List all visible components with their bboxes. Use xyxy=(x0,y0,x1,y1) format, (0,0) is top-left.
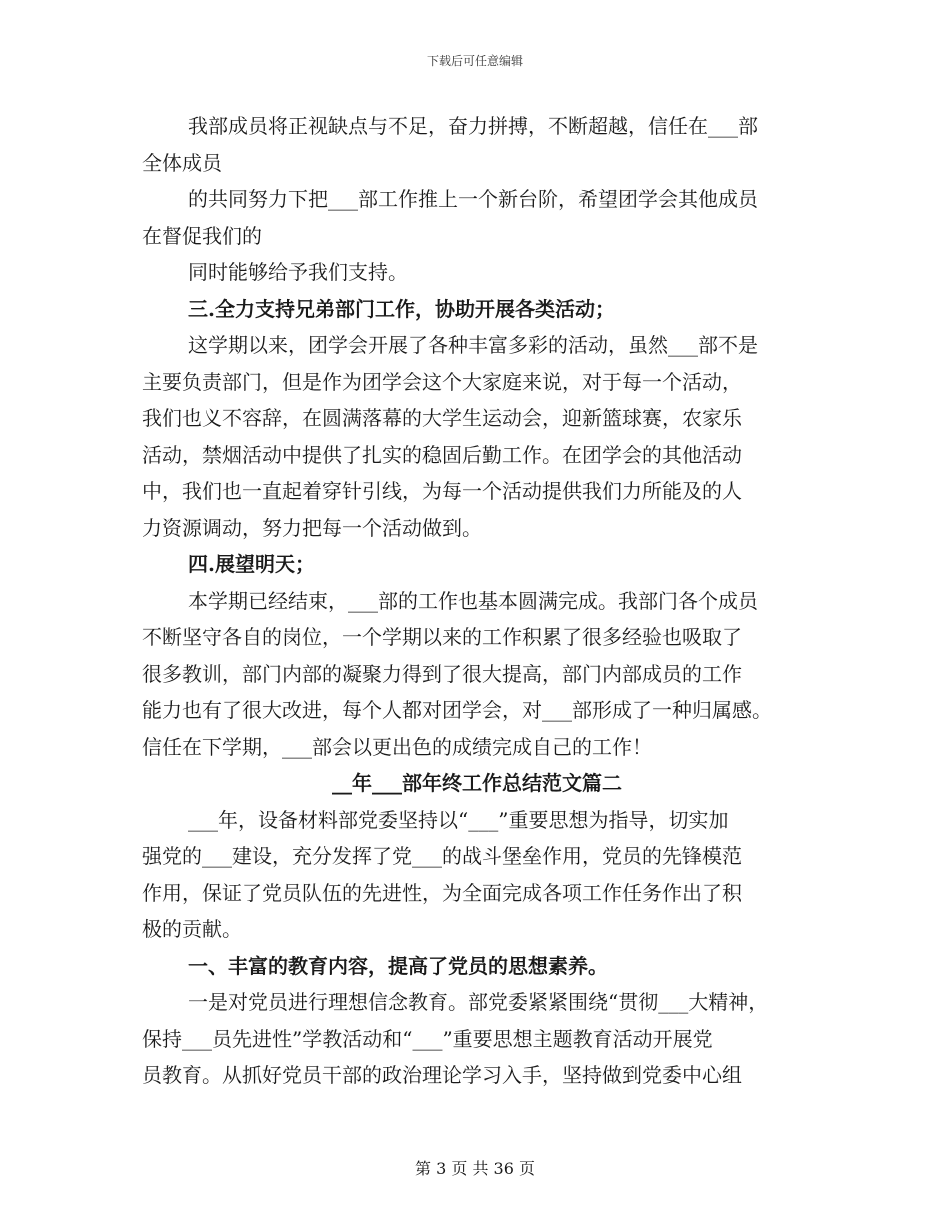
paragraph-line: 我部成员将正视缺点与不足，奋力拼搏，不断超越，信任在___部 xyxy=(188,114,758,138)
paragraph-line: 本学期已经结束，___部的工作也基本圆满完成。我部门各个成员 xyxy=(188,588,758,613)
paragraph-line: 作用，保证了党员队伍的先进性，为全面完成各项工作任务作出了积 xyxy=(142,880,742,905)
paragraph-line: 中，我们也一直起着穿针引线，为每一个活动提供我们力所能及的人 xyxy=(142,479,742,503)
paragraph-line: 全体成员 xyxy=(142,150,222,175)
paragraph-line: 我们也义不容辞，在圆满落幕的大学生运动会，迎新篮球赛，农家乐 xyxy=(142,406,742,430)
paragraph-line: 一是对党员进行理想信念教育。部党委紧紧围绕“贯彻___大精神， xyxy=(188,990,769,1014)
section-heading: 三.全力支持兄弟部门工作，协助开展各类活动； xyxy=(188,296,615,321)
paragraph-line: 在督促我们的 xyxy=(142,223,262,248)
document-title: __年___部年终工作总结范文篇二 xyxy=(332,771,622,795)
paragraph-line: 主要负责部门，但是作为团学会这个大家庭来说，对于每一个活动， xyxy=(142,369,742,394)
paragraph-line: 活动，禁烟活动中提供了扎实的稳固后勤工作。在团学会的其他活动 xyxy=(142,442,742,467)
header-note: 下载后可任意编辑 xyxy=(426,54,523,68)
paragraph-line: ___年，设备材料部党委坚持以“___”重要思想为指导，切实加 xyxy=(188,807,729,832)
paragraph-line: 很多教训，部门内部的凝聚力得到了很大提高，部门内部成员的工作 xyxy=(142,661,742,686)
paragraph-line: 信任在下学期，___部会以更出色的成绩完成自己的工作！ xyxy=(142,734,652,759)
paragraph-line: 这学期以来，团学会开展了各种丰富多彩的活动，虽然___部不是 xyxy=(188,333,758,357)
section-heading: 四.展望明天； xyxy=(188,552,315,576)
paragraph-line: 力资源调动，努力把每一个活动做到。 xyxy=(142,515,482,540)
page-number: 第 3 页 共 36 页 xyxy=(415,1159,535,1178)
paragraph-line: 员教育。从抓好党员干部的政治理论学习入手，坚持做到党委中心组 xyxy=(142,1063,742,1087)
paragraph-line: 不断坚守各自的岗位，一个学期以来的工作积累了很多经验也吸取了 xyxy=(142,625,742,649)
section-heading: 一、丰富的教育内容，提高了党员的思想素养。 xyxy=(188,953,608,978)
paragraph-line: 同时能够给予我们支持。 xyxy=(188,260,408,284)
paragraph-line: 极的贡献。 xyxy=(142,917,242,941)
document-body xyxy=(142,108,812,1094)
paragraph-line: 保持___员先进性”学教活动和“___”重要思想主题教育活动开展党 xyxy=(142,1026,713,1051)
paragraph-line: 的共同努力下把___部工作推上一个新台阶，希望团学会其他成员 xyxy=(188,187,758,211)
paragraph-line: 强党的___建设，充分发挥了党___的战斗堡垒作用，党员的先锋模范 xyxy=(142,844,742,868)
paragraph-line: 能力也有了很大改进，每个人都对团学会，对___部形成了一种归属感。 xyxy=(142,698,772,722)
